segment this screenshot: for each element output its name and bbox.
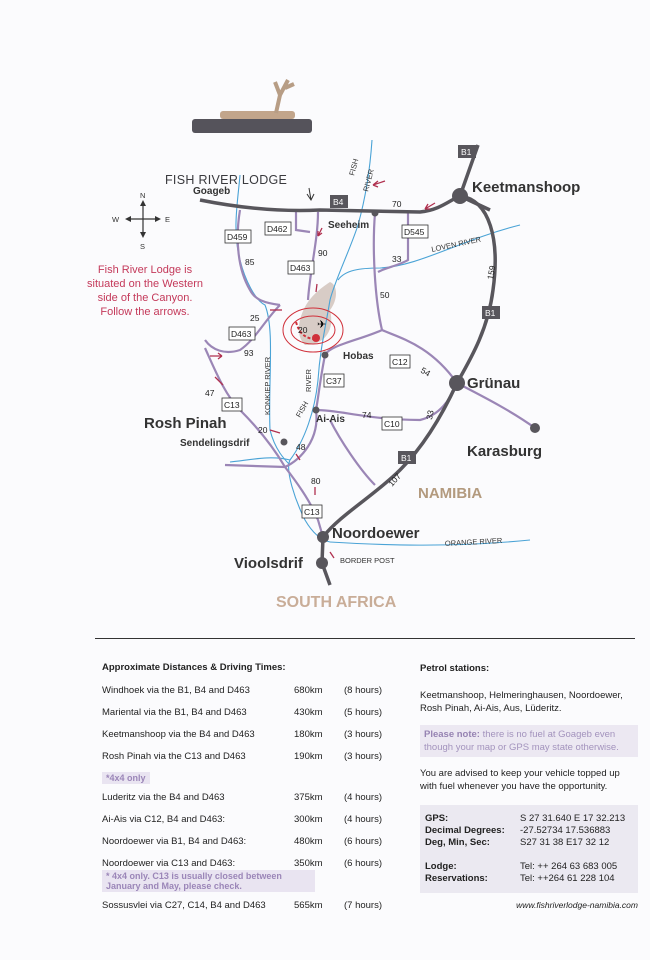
route-time: (3 hours) — [344, 729, 383, 740]
minor-roads — [205, 210, 535, 537]
distance-row — [102, 707, 392, 729]
river-label-loven: LOVEN RIVER — [430, 234, 482, 254]
svg-text:Fish River Lodge is: Fish River Lodge is — [97, 264, 193, 276]
arrow-icon — [307, 188, 314, 200]
route-name: Noordoewer via C13 and D463: — [102, 858, 236, 869]
svg-text:50: 50 — [380, 290, 390, 300]
svg-text:47: 47 — [205, 388, 215, 398]
town-noordoewer: Noordoewer — [332, 525, 420, 542]
compass-w: W — [112, 215, 120, 224]
compass-e: E — [165, 215, 171, 224]
dms-label: Deg, Min, Sec: — [425, 837, 490, 848]
website-link[interactable]: www.fishriverlodge-namibia.com — [516, 900, 638, 910]
road-shield-b1 — [482, 306, 500, 319]
town-hobas: Hobas — [343, 351, 374, 362]
decimal-value: -27.52734 17.536883 — [520, 825, 611, 836]
road-label-c13: C13 — [304, 507, 320, 517]
road-shield-b1 — [458, 145, 476, 158]
distance-row — [102, 685, 392, 707]
route-distance: 480km — [294, 836, 323, 847]
fuel-note — [420, 725, 638, 757]
svg-text:70: 70 — [392, 199, 402, 209]
svg-text:54: 54 — [419, 365, 433, 379]
road-label-d463: D463 — [290, 263, 311, 273]
route-name: Sossusvlei via C27, C14, B4 and D463 — [102, 900, 266, 911]
route-time: (5 hours) — [344, 707, 383, 718]
lodge-phone: Tel: ++ 264 63 683 005 — [520, 861, 618, 872]
distance-row — [102, 814, 392, 836]
svg-text:85: 85 — [245, 257, 255, 267]
svg-text:90: 90 — [318, 248, 328, 258]
distance-row — [102, 836, 392, 858]
route-time: (7 hours) — [344, 900, 383, 911]
route-name: Rosh Pinah via the C13 and D463 — [102, 751, 246, 762]
fuel-note-text: there is no fuel at Goageb even though your map or GPS may state otherwise. — [424, 729, 619, 753]
town-keetmanshoop: Keetmanshoop — [472, 179, 581, 196]
country-south-africa: SOUTH AFRICA — [276, 594, 397, 611]
town-sendelingsdrif: Sendelingsdrif — [180, 438, 250, 449]
distance-row — [102, 792, 392, 814]
route-name: Luderitz via the B4 and D463 — [102, 792, 225, 803]
town-ai-ais: Ai-Ais — [316, 414, 345, 425]
route-note: * 4x4 only. C13 is usually closed between January and May, please check. — [102, 870, 315, 892]
compass-s: S — [140, 242, 146, 251]
road-shield-b1 — [398, 451, 416, 464]
town-vioolsdrif: Vioolsdrif — [234, 555, 303, 572]
route-name: Keetmanshoop via the B4 and D463 — [102, 729, 255, 740]
river-label-fish: RIVER — [361, 168, 376, 193]
route-distance: 350km — [294, 858, 323, 869]
road-label-c37: C37 — [326, 376, 342, 386]
spacer — [520, 849, 633, 861]
svg-text:33: 33 — [424, 409, 436, 421]
reservations-phone: Tel: ++264 61 228 104 — [520, 873, 615, 884]
route-time: (8 hours) — [344, 685, 383, 696]
svg-text:20: 20 — [298, 325, 308, 335]
compass-icon — [112, 191, 170, 251]
petrol-list: Keetmanshoop, Helmeringhausen, Noordoewer, Rosh Pinah, Ai-Ais, Aus, Lüderitz. — [420, 690, 623, 714]
svg-text:159: 159 — [485, 264, 498, 281]
distances-title: Approximate Distances & Driving Times: — [102, 662, 286, 673]
svg-text:48: 48 — [296, 442, 306, 452]
gps-value: S 27 31.640 E 17 32.213 — [520, 813, 626, 824]
border-post-label: BORDER POST — [340, 556, 395, 565]
road-label-d462: D462 — [267, 224, 288, 234]
route-time: (3 hours) — [344, 751, 383, 762]
svg-text:20: 20 — [258, 425, 268, 435]
petrol-title: Petrol stations: — [420, 663, 490, 674]
airstrip-icon: ✈ — [317, 319, 327, 331]
route-note: *4x4 only — [102, 772, 150, 784]
distance-row — [102, 729, 392, 751]
town-grunau: Grünau — [467, 375, 521, 392]
distance-row — [102, 900, 392, 922]
svg-text:side of the Canyon.: side of the Canyon. — [97, 292, 193, 304]
lodge-location-note — [87, 264, 203, 318]
decimal-label: Decimal Degrees: — [425, 825, 505, 836]
compass-n: N — [140, 191, 146, 200]
fuel-advice: You are advised to keep your vehicle topped up with fuel whenever you have the opportunity. — [420, 768, 620, 792]
route-distance: 375km — [294, 792, 323, 803]
fuel-note-label: Please note: — [424, 729, 480, 740]
dms-value: S27 31 38 E17 32 12 — [520, 837, 610, 848]
river-label-fish: FISH — [347, 157, 361, 177]
svg-text:33: 33 — [392, 254, 402, 264]
gps-label: GPS: — [425, 813, 449, 824]
route-name: Windhoek via the B1, B4 and D463 — [102, 685, 250, 696]
rivers — [230, 140, 530, 545]
route-distance: 300km — [294, 814, 323, 825]
river-label-konkiep: KONKIEP RIVER — [263, 356, 272, 415]
svg-text:B1: B1 — [401, 453, 412, 463]
svg-text:25: 25 — [250, 313, 260, 323]
route-distance: 190km — [294, 751, 323, 762]
road-label-c13: C13 — [224, 400, 240, 410]
route-name: Noordoewer via B1, B4 and D463: — [102, 836, 247, 847]
route-distance: 180km — [294, 729, 323, 740]
divider — [95, 638, 635, 639]
route-distance: 565km — [294, 900, 323, 911]
svg-text:74: 74 — [362, 410, 372, 420]
road-shield-b4 — [330, 195, 348, 208]
distance-row — [102, 751, 392, 773]
svg-text:B1: B1 — [485, 308, 496, 318]
svg-text:B1: B1 — [461, 147, 472, 157]
country-namibia: NAMIBIA — [418, 485, 483, 502]
road-label-c10: C10 — [384, 419, 400, 429]
town-rosh-pinah: Rosh Pinah — [144, 415, 227, 432]
route-name: Mariental via the B1, B4 and D463 — [102, 707, 247, 718]
route-time: (4 hours) — [344, 792, 383, 803]
route-name: Ai-Ais via C12, B4 and D463: — [102, 814, 226, 825]
main-roads — [200, 145, 498, 585]
svg-text:107: 107 — [386, 471, 403, 489]
svg-text:93: 93 — [244, 348, 254, 358]
road-label-d463: D463 — [231, 329, 252, 339]
town-karasburg: Karasburg — [467, 443, 543, 460]
town-goageb: Goageb — [193, 186, 231, 197]
lodge-logo — [165, 80, 312, 187]
river-label-fish-lower: FISH — [293, 399, 311, 419]
distances-table — [102, 662, 392, 922]
route-time: (4 hours) — [344, 814, 383, 825]
route-time: (6 hours) — [344, 858, 383, 869]
road-label-c12: C12 — [392, 357, 408, 367]
info-panel — [420, 662, 638, 912]
route-distance: 430km — [294, 707, 323, 718]
river-label-orange: ORANGE RIVER — [444, 535, 503, 548]
route-time: (6 hours) — [344, 836, 383, 847]
road-label-d545: D545 — [404, 227, 425, 237]
town-seeheim: Seeheim — [328, 220, 370, 231]
logo-title: FISH RIVER LODGE — [165, 173, 288, 187]
contact-box — [420, 805, 638, 893]
lodge-phone-label: Lodge: — [425, 861, 457, 872]
reservations-phone-label: Reservations: — [425, 873, 488, 884]
svg-text:Follow the arrows.: Follow the arrows. — [100, 306, 190, 318]
svg-text:B4: B4 — [333, 197, 344, 207]
svg-text:80: 80 — [311, 476, 321, 486]
road-label-d459: D459 — [227, 232, 248, 242]
river-label-fish-lower: RIVER — [304, 369, 313, 392]
konkiep-river — [236, 175, 290, 465]
route-distance: 680km — [294, 685, 323, 696]
svg-text:situated on the Western: situated on the Western — [87, 278, 203, 290]
spacer — [425, 849, 520, 861]
